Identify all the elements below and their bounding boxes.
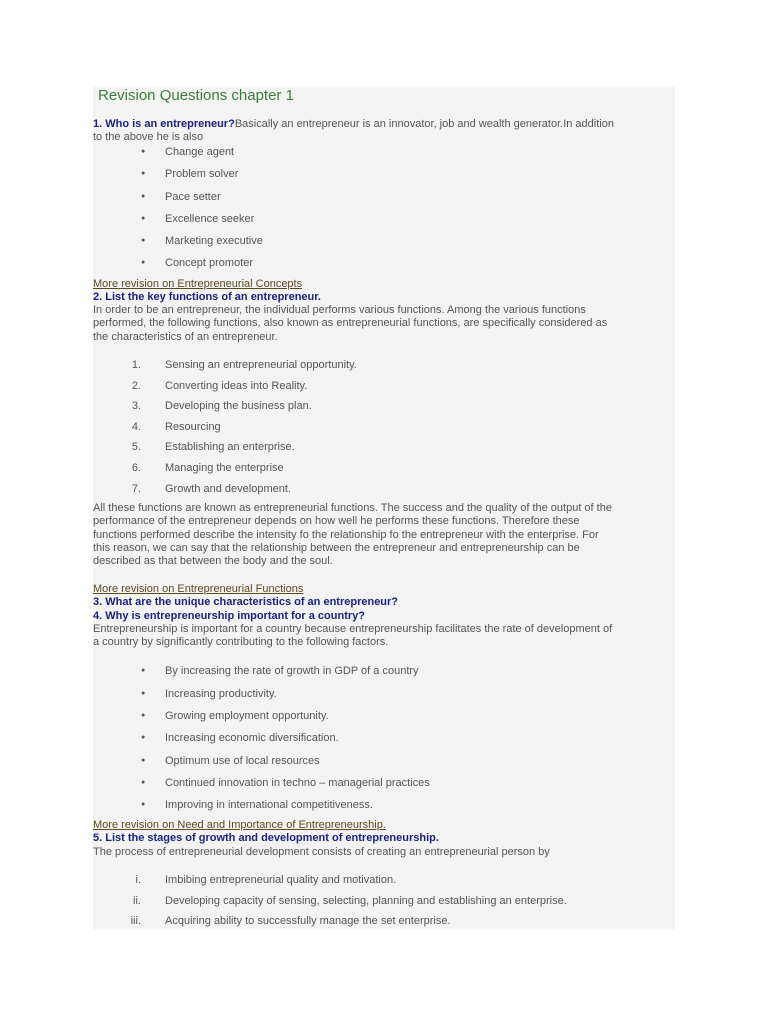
- list-item: ● Improving in international competitiveness.: [141, 799, 373, 811]
- list-item: ● Continued innovation in techno – managerial practices: [141, 777, 430, 789]
- q5-question: 5. List the stages of growth and development of entrepreneurship.: [93, 832, 439, 844]
- list-item: 2. Converting ideas into Reality.: [131, 380, 308, 392]
- bullet-icon: ●: [141, 215, 146, 222]
- q2-summary: performance of the entrepreneur depends on how well he performs these functions. Therefore these: [93, 515, 580, 527]
- document-title: Revision Questions chapter 1: [98, 87, 294, 104]
- list-item: iii. Acquiring ability to successfully manage the set enterprise.: [130, 915, 451, 927]
- bullet-icon: ●: [141, 801, 146, 808]
- q2-intro: the characteristics of an entrepreneur.: [93, 331, 278, 343]
- q2-question: 2. List the key functions of an entrepreneur.: [93, 291, 321, 303]
- q3-question: 3. What are the unique characteristics of an entrepreneur?: [93, 596, 399, 608]
- bullet-icon: ●: [141, 170, 146, 177]
- q4-intro: a country by significantly contributing to the following factors.: [93, 636, 389, 648]
- list-item: 3. Developing the business plan.: [131, 400, 312, 412]
- bullet-icon: ●: [141, 667, 146, 674]
- link-need-importance[interactable]: More revision on Need and Importance of Entrepreneurship.: [93, 819, 386, 831]
- q2-summary: functions performed describe the intensity fo the relationship fo the entrepreneur with the enterprise. For: [93, 529, 599, 541]
- bullet-icon: ●: [141, 690, 146, 697]
- list-item: ● Excellence seeker: [141, 213, 255, 225]
- list-item: ii. Developing capacity of sensing, selecting, planning and establishing an enterprise.: [133, 895, 567, 907]
- bullet-icon: ●: [141, 237, 146, 244]
- list-item: ● Change agent: [141, 146, 235, 158]
- bullet-icon: ●: [141, 712, 146, 719]
- list-item: ● Problem solver: [141, 168, 239, 180]
- list-item: ● Marketing executive: [141, 235, 263, 247]
- link-entrepreneurial-functions[interactable]: More revision on Entrepreneurial Functions: [93, 583, 304, 595]
- q5-intro: The process of entrepreneurial development consists of creating an entrepreneurial person by: [93, 846, 550, 858]
- q4-question: 4. Why is entrepreneurship important for a country?: [93, 610, 365, 622]
- bullet-icon: ●: [141, 259, 146, 266]
- bullet-icon: ●: [141, 734, 146, 741]
- bullet-icon: ●: [141, 193, 146, 200]
- q2-intro: performed, the following functions, also known as entrepreneurial functions, are specifically considered as: [93, 317, 608, 329]
- bullet-icon: ●: [141, 779, 146, 786]
- list-item: 4. Resourcing: [131, 421, 221, 433]
- list-item: ● Increasing economic diversification.: [141, 732, 339, 744]
- list-item: 5. Establishing an enterprise.: [131, 441, 295, 453]
- list-item: i. Imbibing entrepreneurial quality and motivation.: [135, 874, 397, 886]
- list-item: 1. Sensing an entrepreneurial opportunity.: [131, 359, 357, 371]
- q2-summary: All these functions are known as entrepreneurial functions. The success and the quality of the output of the: [93, 502, 612, 514]
- list-item: ● Pace setter: [141, 191, 221, 203]
- list-item: 6. Managing the enterprise: [131, 462, 284, 474]
- list-item: ● Concept promoter: [141, 257, 254, 269]
- link-entrepreneurial-concepts[interactable]: More revision on Entrepreneurial Concepts: [93, 278, 303, 290]
- list-item: ● Growing employment opportunity.: [141, 710, 329, 722]
- q4-intro: Entrepreneurship is important for a country because entrepreneurship facilitates the rate of development of: [93, 623, 613, 635]
- list-item: ● Optimum use of local resources: [141, 755, 320, 767]
- list-item: ● Increasing productivity.: [141, 688, 277, 700]
- q2-intro: In order to be an entrepreneur, the individual performs various functions. Among the various functions: [93, 304, 586, 316]
- q1-line: [93, 118, 614, 131]
- list-item: ● By increasing the rate of growth in GDP of a country: [141, 665, 419, 677]
- bullet-icon: ●: [141, 148, 146, 155]
- bullet-icon: ●: [141, 757, 146, 764]
- q2-summary: described as that between the body and the soul.: [93, 555, 333, 567]
- q1-answer-cont: to the above he is also: [93, 131, 204, 143]
- q1-question: 1. Who is an entrepreneur?: [93, 118, 235, 130]
- list-item: 7. Growth and development.: [131, 483, 291, 495]
- q2-summary: this reason, we can say that the relationship between the entrepreneur and entrepreneurship can be: [93, 542, 580, 554]
- q1-answer-inline: Basically an entrepreneur is an innovator, job and wealth generator.In addition: [234, 118, 614, 130]
